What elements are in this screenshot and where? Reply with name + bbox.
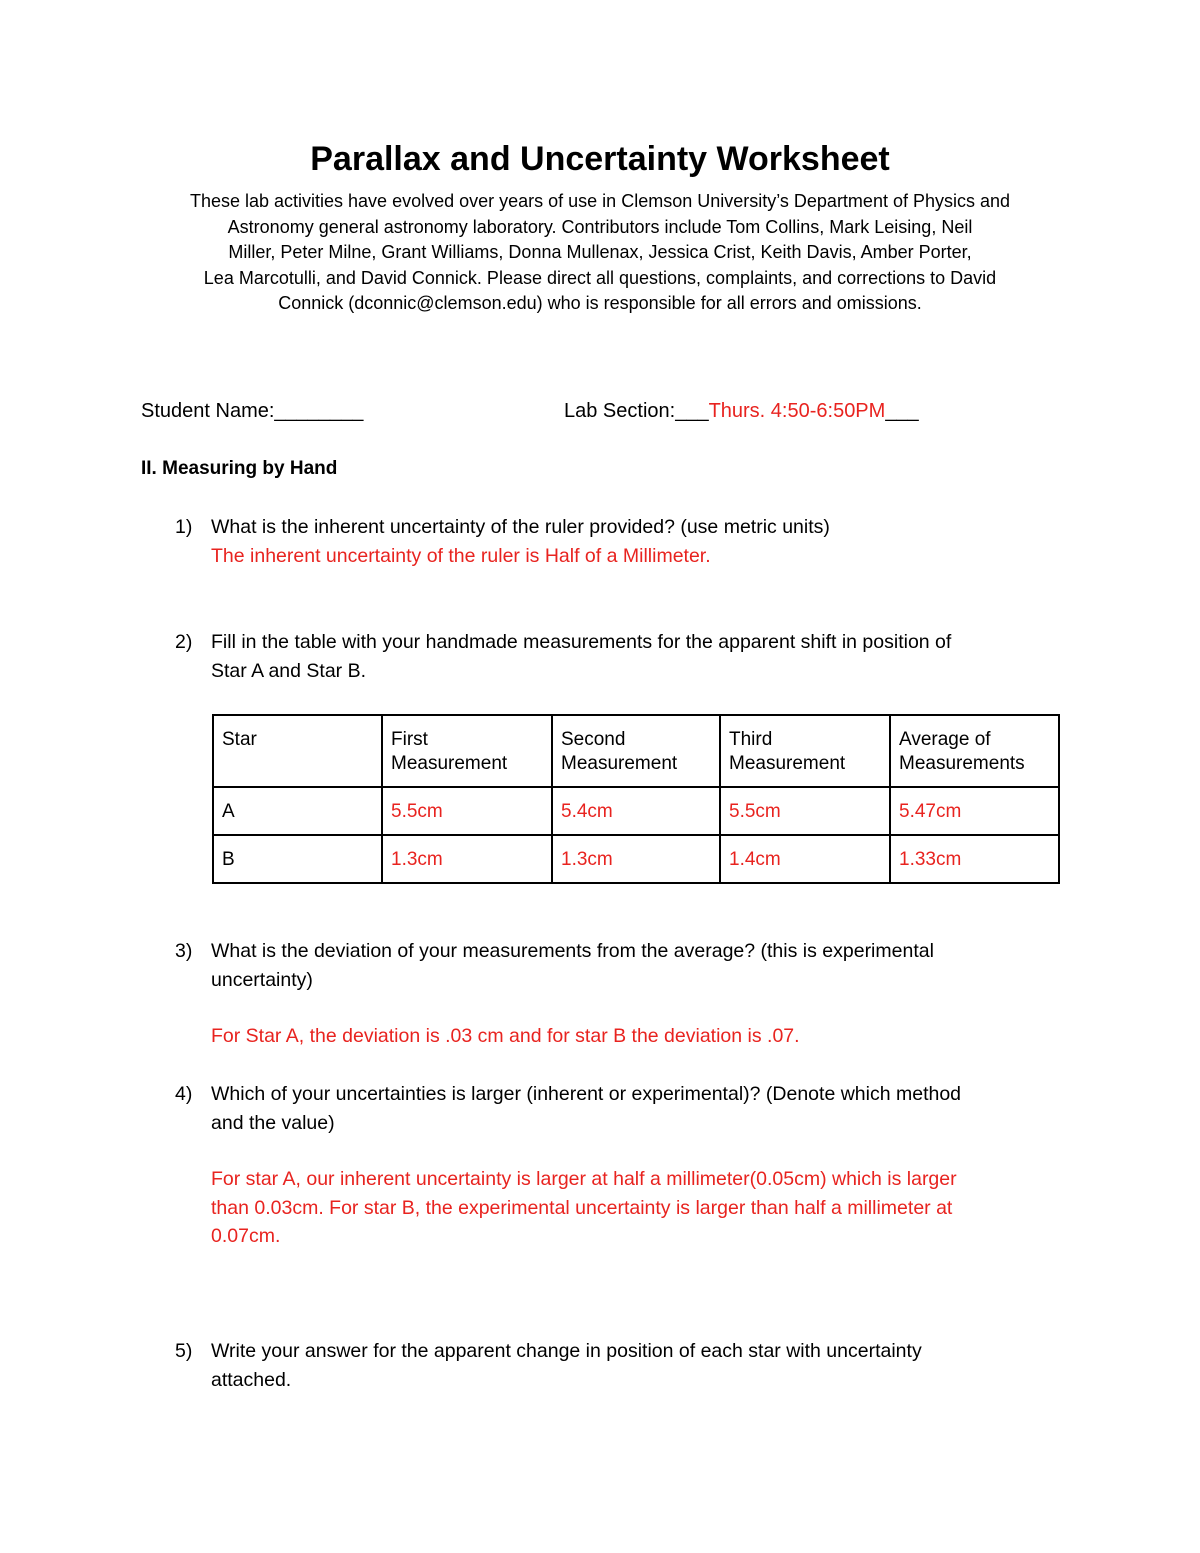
table-cell-second: 1.3cm (552, 835, 720, 883)
question-number: 5) (175, 1340, 193, 1362)
table-cell-star: B (213, 835, 382, 883)
intro-paragraph (150, 189, 1050, 317)
question-answer: than 0.03cm. For star B, the experimental uncertainty is larger than half a millimeter at (211, 1196, 953, 1219)
table-cell-second: 5.4cm (552, 787, 720, 835)
question-prompt: What is the inherent uncertainty of the ruler provided? (use metric units) (211, 516, 830, 538)
question-answer: The inherent uncertainty of the ruler is Half of a Millimeter. (211, 544, 711, 567)
question-number: 3) (175, 940, 193, 962)
intro-line: These lab activities have evolved over years of use in Clemson University’s Department of Physics and (189, 191, 1011, 211)
intro-line: Astronomy general astronomy laboratory. Contributors include Tom Collins, Mark Leising, Neil (227, 216, 973, 237)
lab-section-field (564, 400, 919, 423)
table-row (213, 835, 1059, 883)
question-prompt: Star A and Star B. (211, 659, 367, 682)
lab-section-trail: ___ (885, 400, 919, 422)
table-row (213, 787, 1059, 835)
question-number: 1) (175, 516, 193, 538)
section-heading: II. Measuring by Hand (141, 458, 338, 479)
question-prompt: uncertainty) (211, 968, 313, 991)
table-cell-average: 1.33cm (890, 835, 1059, 883)
question-prompt: Fill in the table with your handmade measurements for the apparent shift in position of (211, 631, 952, 653)
table-cell-third: 5.5cm (720, 787, 890, 835)
table-header-cell: Star (213, 715, 382, 787)
lab-section-value: Thurs. 4:50-6:50PM (708, 400, 886, 422)
question-prompt: attached. (211, 1368, 292, 1391)
question-answer: 0.07cm. (211, 1225, 281, 1247)
page-title: Parallax and Uncertainty Worksheet (310, 140, 890, 178)
intro-line: Miller, Peter Milne, Grant Williams, Donna Mullenax, Jessica Crist, Keith Davis, Amber Porter, (228, 242, 972, 262)
intro-line: Lea Marcotulli, and David Connick. Please direct all questions, complaints, and corrections to David (203, 267, 997, 288)
student-name-field (141, 400, 363, 423)
question-prompt: Which of your uncertainties is larger (inherent or experimental)? (Denote which method (211, 1083, 962, 1105)
lab-section-label: Lab Section:___ (564, 400, 709, 422)
question-prompt: and the value) (211, 1111, 335, 1134)
table-header-cell: First Measurement (382, 715, 552, 787)
table-cell-first: 1.3cm (382, 835, 552, 883)
table-header-cell: Second Measurement (552, 715, 720, 787)
table-header-cell: Third Measurement (720, 715, 890, 787)
measurement-table (212, 714, 1060, 884)
intro-line: Connick (dconnic@clemson.edu) who is responsible for all errors and omissions. (278, 293, 922, 313)
table-cell-first: 5.5cm (382, 787, 552, 835)
table-header-row (213, 715, 1059, 787)
question-number: 2) (175, 631, 193, 653)
question-prompt: Write your answer for the apparent change in position of each star with uncertainty (211, 1340, 922, 1362)
table-cell-star: A (213, 787, 382, 835)
table-header-cell: Average of Measurements (890, 715, 1059, 787)
question-answer: For Star A, the deviation is .03 cm and for star B the deviation is .07. (211, 1025, 800, 1047)
question-answer: For star A, our inherent uncertainty is larger at half a millimeter(0.05cm) which is larger (211, 1168, 957, 1190)
table-cell-average: 5.47cm (890, 787, 1059, 835)
question-prompt: What is the deviation of your measurements from the average? (this is experimental (211, 940, 934, 962)
student-name-label: Student Name:________ (141, 400, 364, 422)
table-cell-third: 1.4cm (720, 835, 890, 883)
question-number: 4) (175, 1083, 193, 1105)
